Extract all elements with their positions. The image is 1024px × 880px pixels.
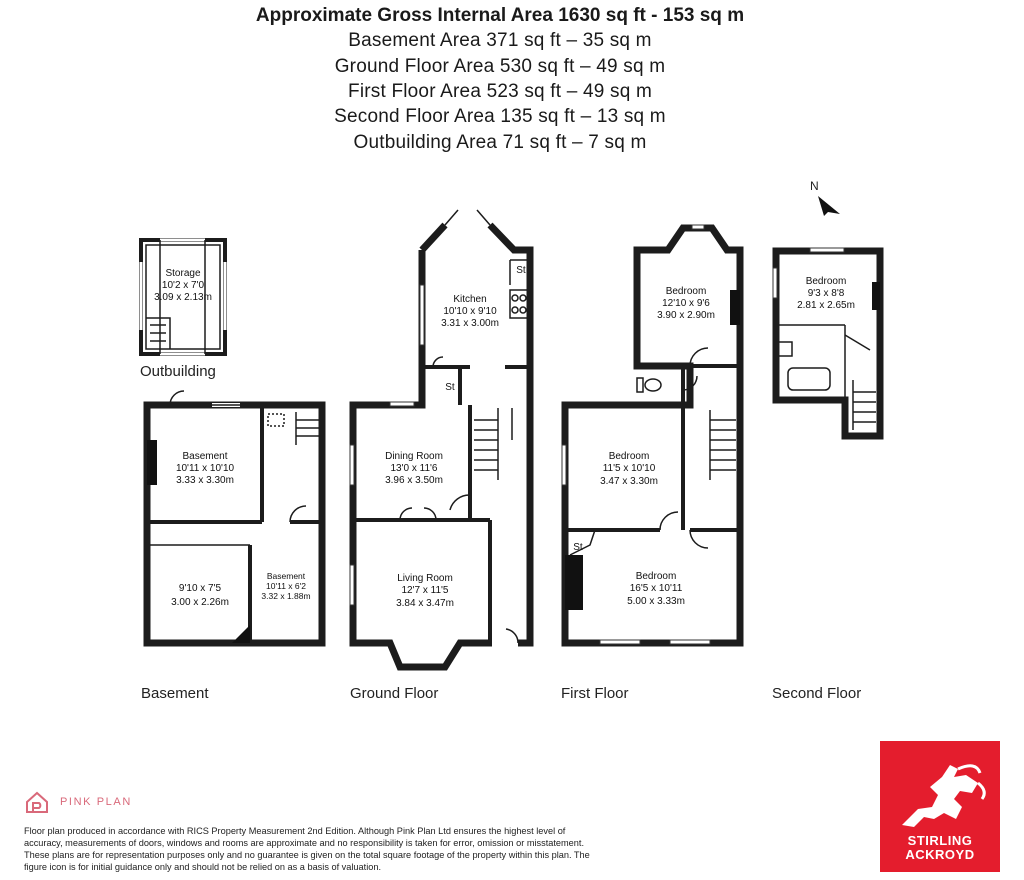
second-floor-plan [772, 248, 880, 702]
storage-name: Storage [165, 268, 201, 279]
second-floor-label: Second Floor [772, 685, 862, 702]
dining-name: Dining Room [385, 451, 443, 462]
dining-imperial: 13'0 x 11'6 [390, 463, 438, 474]
bed1-top-name: Bedroom [665, 286, 707, 297]
pink-plan-logo [24, 790, 132, 814]
agent-name [880, 834, 1000, 862]
storage-metric: 3.09 x 2.13m [154, 292, 212, 303]
basement-right-name: Basement [266, 571, 306, 581]
basement-right-imperial: 10'11 x 6'2 [266, 581, 306, 591]
basement-floor-label: Basement [141, 685, 209, 702]
agent-logo [880, 741, 1000, 872]
ground-floor-area-line: Ground Floor Area 530 sq ft – 49 sq m [334, 56, 666, 77]
pink-plan-text: PINK PLAN [60, 796, 132, 808]
basement-left-imperial: 9'10 x 7'5 [178, 583, 222, 594]
disclaimer-text: Floor plan produced in accordance with RICS Property Measurement 2nd Edition. Although Pink Plan Ltd ensures the highest level of accuracy, measurements of doors, windows and rooms are approximate and no responsibility is taken for error, omission or misstatement. These plans are for representation purposes only and no guarantee is given on the total square footage of the property within this plan. The figure icon is for initial guidance only and should not be relied on as a basis of valuation. [24, 826, 590, 872]
bed2-imperial: 9'3 x 8'8 [807, 288, 845, 299]
bed2-name: Bedroom [805, 276, 847, 287]
basement-right-metric: 3.32 x 1.88m [261, 591, 311, 601]
ground-floor-label: Ground Floor [350, 685, 439, 702]
bed1-top-imperial: 12'10 x 9'6 [662, 298, 710, 309]
bed1-front-imperial: 16'5 x 10'11 [629, 583, 683, 594]
basement-area-line: Basement Area 371 sq ft – 35 sq m [348, 30, 652, 51]
basement-main-metric: 3.33 x 3.30m [176, 475, 234, 486]
north-compass [810, 179, 840, 216]
kitchen-name: Kitchen [453, 294, 487, 305]
kitchen-store-label: St [516, 265, 526, 276]
bed2-metric: 2.81 x 2.65m [797, 300, 855, 311]
kitchen-metric: 3.31 x 3.00m [441, 318, 499, 329]
first-floor-plan [561, 225, 740, 702]
basement-main-name: Basement [182, 451, 228, 462]
first-store-label: St [573, 542, 583, 553]
bed1-front-metric: 5.00 x 3.33m [627, 596, 685, 607]
living-name: Living Room [397, 573, 453, 584]
storage-imperial: 10'2 x 7'0 [161, 280, 205, 291]
bed1-mid-metric: 3.47 x 3.30m [600, 476, 658, 487]
bed1-mid-name: Bedroom [608, 451, 650, 462]
bed1-front-name: Bedroom [635, 571, 677, 582]
outbuilding-plan [140, 240, 225, 380]
ground-floor-plan [350, 210, 530, 702]
agent-line-2: ACKROYD [905, 847, 975, 862]
first-floor-area-line: First Floor Area 523 sq ft – 49 sq m [348, 81, 652, 102]
agent-line-1: STIRLING [907, 833, 973, 848]
basement-plan [141, 391, 322, 702]
first-floor-label: First Floor [561, 685, 629, 702]
outbuilding-label: Outbuilding [140, 363, 216, 380]
basement-left-metric: 3.00 x 2.26m [171, 597, 229, 608]
compass-label: N [810, 179, 819, 193]
page-title: Approximate Gross Internal Area 1630 sq ft - 153 sq m [255, 5, 745, 26]
outbuilding-area-line: Outbuilding Area 71 sq ft – 7 sq m [353, 132, 647, 153]
house-logo-icon [24, 790, 50, 814]
living-imperial: 12'7 x 11'5 [401, 585, 449, 596]
kitchen-imperial: 10'10 x 9'10 [443, 306, 497, 317]
griffin-icon [880, 747, 1000, 837]
bed1-top-metric: 3.90 x 2.90m [657, 310, 715, 321]
living-metric: 3.84 x 3.47m [396, 598, 454, 609]
basement-main-imperial: 10'11 x 10'10 [175, 463, 235, 474]
ground-store-label: St [445, 382, 455, 393]
second-floor-area-line: Second Floor Area 135 sq ft – 13 sq m [334, 106, 666, 127]
bed1-mid-imperial: 11'5 x 10'10 [602, 463, 656, 474]
dining-metric: 3.96 x 3.50m [385, 475, 443, 486]
compass-arrow-icon [818, 196, 840, 216]
